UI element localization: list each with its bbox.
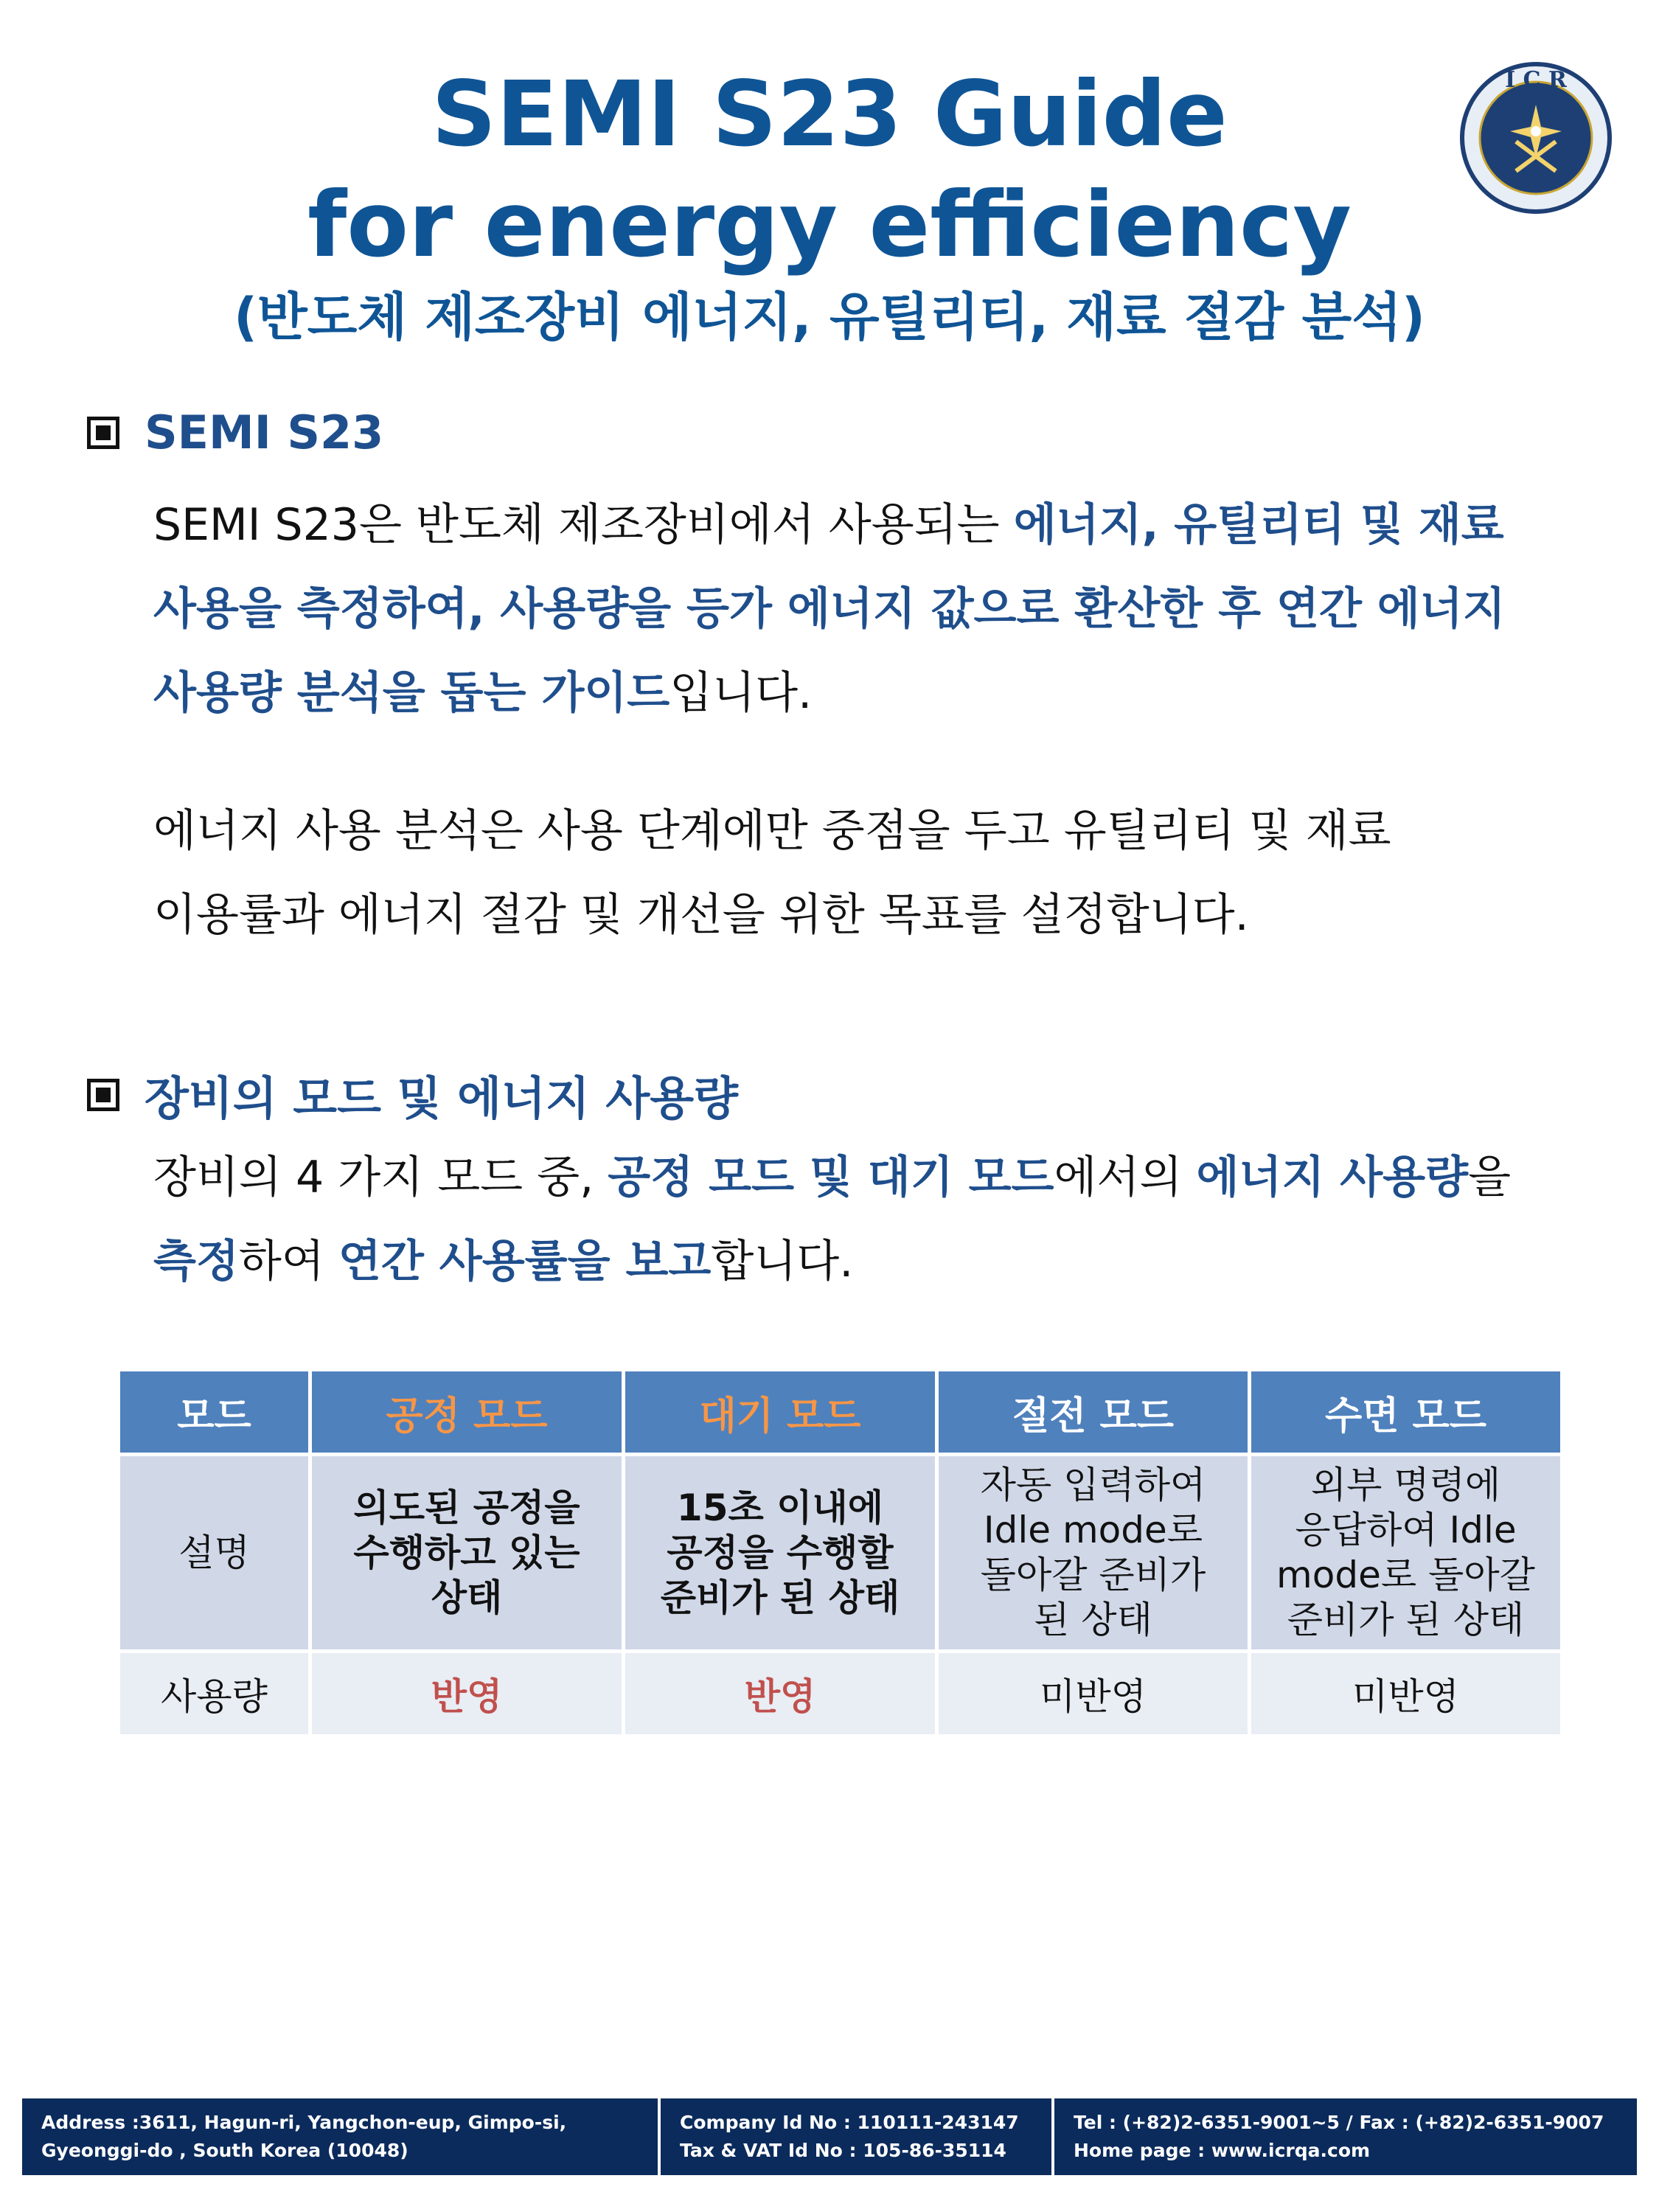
desc-line: 의도된 공정을	[353, 1486, 580, 1529]
title-line-2: for energy efficiency	[307, 173, 1352, 277]
usage-power-save-mode: 미반영	[937, 1652, 1250, 1736]
desc-line: 외부 명령에	[1310, 1464, 1501, 1506]
header-power-save-mode: 절전 모드	[937, 1370, 1250, 1455]
s2-text-1: 장비의 4 가지 모드 중,	[153, 1152, 608, 1203]
footer-homepage[interactable]: Home page : www.icrqa.com	[1074, 2140, 1371, 2161]
section2-paragraph	[153, 1135, 1628, 1304]
desc-line: 돌아갈 준비가	[980, 1554, 1206, 1596]
s2-text-3: 을	[1468, 1152, 1512, 1203]
desc-line: 공정을 수행할	[667, 1531, 894, 1574]
desc-power-save-mode	[937, 1455, 1250, 1652]
p2-line-1: 에너지 사용 분석은 사용 단계에만 중점을 두고 유틸리티 및 재료	[153, 805, 1391, 857]
section1-heading	[87, 406, 383, 459]
subtitle: (반도체 제조장비 에너지, 유틸리티, 재료 절감 분석)	[234, 287, 1425, 347]
usage-label: 사용량	[119, 1652, 310, 1736]
s2-text-4: 하여	[238, 1236, 338, 1287]
header-process-mode: 공정 모드	[310, 1370, 624, 1455]
p1-line-1	[153, 483, 1628, 567]
s2-line-1	[153, 1135, 1628, 1220]
desc-line: 수행하고 있는	[353, 1531, 580, 1574]
desc-sleep-mode	[1250, 1455, 1562, 1652]
square-bullet-icon	[87, 417, 119, 449]
desc-line: 준비가 된 상태	[660, 1576, 900, 1619]
section1-paragraph-1	[153, 483, 1628, 735]
section2-heading	[87, 1062, 738, 1127]
footer-address-line-1: Address :3611, Hagun-ri, Yangchon-eup, Gimpo-si,	[41, 2112, 567, 2133]
desc-line: 상태	[431, 1576, 503, 1619]
section1-paragraph-2	[153, 789, 1628, 957]
footer-tel: Tel : (+82)2-6351-9001~5 / Fax : (+82)2-6351-9007	[1074, 2112, 1604, 2133]
desc-line: 15초 이내에	[676, 1486, 884, 1529]
p1-bold-2: 사용을 측정하여, 사용량을 등가 에너지 값으로 환산한 후 연간 에너지	[153, 583, 1506, 635]
s2-bold-2: 에너지 사용량	[1196, 1152, 1469, 1203]
desc-label: 설명	[119, 1455, 310, 1652]
p1-line-3	[153, 651, 1628, 735]
footer-bar	[22, 2098, 1637, 2175]
desc-line: 된 상태	[1034, 1599, 1152, 1641]
table-row-usage	[119, 1652, 1562, 1736]
logo-text: I C R	[1505, 67, 1567, 93]
section2-heading-text: 장비의 모드 및 에너지 사용량	[145, 1071, 739, 1125]
icr-seal-icon	[1458, 60, 1613, 215]
desc-idle-mode	[624, 1455, 937, 1652]
footer-tax-id: Tax & VAT Id No : 105-86-35114	[680, 2140, 1006, 2161]
header-sleep-mode: 수면 모드	[1250, 1370, 1562, 1455]
p1-bold-1: 에너지, 유틸리티 및 재료	[1013, 499, 1504, 551]
header-idle-mode: 대기 모드	[624, 1370, 937, 1455]
desc-line: 자동 입력하여	[980, 1464, 1206, 1506]
desc-line: mode로 돌아갈	[1276, 1554, 1535, 1596]
icr-logo	[1458, 60, 1613, 215]
title-line-1: SEMI S23 Guide	[431, 62, 1228, 167]
header-mode: 모드	[119, 1370, 310, 1455]
p1-line-2	[153, 567, 1628, 651]
usage-process-mode: 반영	[310, 1652, 624, 1736]
mode-table	[116, 1368, 1564, 1738]
title-block	[0, 59, 1659, 354]
s2-bold-4: 연간 사용률을 보고	[338, 1236, 712, 1287]
usage-sleep-mode: 미반영	[1250, 1652, 1562, 1736]
s2-bold-1: 공정 모드 및 대기 모드	[608, 1152, 1054, 1203]
s2-line-2	[153, 1220, 1628, 1304]
desc-line: Idle mode로	[983, 1509, 1203, 1551]
footer-company-id: Company Id No : 110111-243147	[680, 2112, 1019, 2133]
footer-address-line-2: Gyeonggi-do , South Korea (10048)	[41, 2140, 408, 2161]
table-header-row	[119, 1370, 1562, 1455]
s2-bold-3: 측정	[153, 1236, 239, 1287]
desc-line: 응답하여 Idle	[1295, 1509, 1517, 1551]
usage-idle-mode: 반영	[624, 1652, 937, 1736]
s2-text-5: 합니다.	[711, 1236, 854, 1287]
p2-line-2: 이용률과 에너지 절감 및 개선을 위한 목표를 설정합니다.	[153, 889, 1249, 941]
s2-text-2: 에서의	[1054, 1152, 1197, 1203]
p1-bold-3: 사용량 분석을 돕는 가이드	[153, 667, 670, 719]
table-row-description	[119, 1455, 1562, 1652]
p1-text-2: 입니다.	[669, 667, 813, 719]
desc-line: 준비가 된 상태	[1287, 1599, 1525, 1641]
p1-text-1: SEMI S23은 반도체 제조장비에서 사용되는	[153, 499, 1014, 551]
section1-heading-text: SEMI S23	[145, 406, 384, 459]
footer-contact	[1054, 2098, 1637, 2175]
footer-company-ids	[661, 2098, 1051, 2175]
desc-process-mode	[310, 1455, 624, 1652]
footer-address	[22, 2098, 658, 2175]
square-bullet-icon	[87, 1079, 119, 1111]
